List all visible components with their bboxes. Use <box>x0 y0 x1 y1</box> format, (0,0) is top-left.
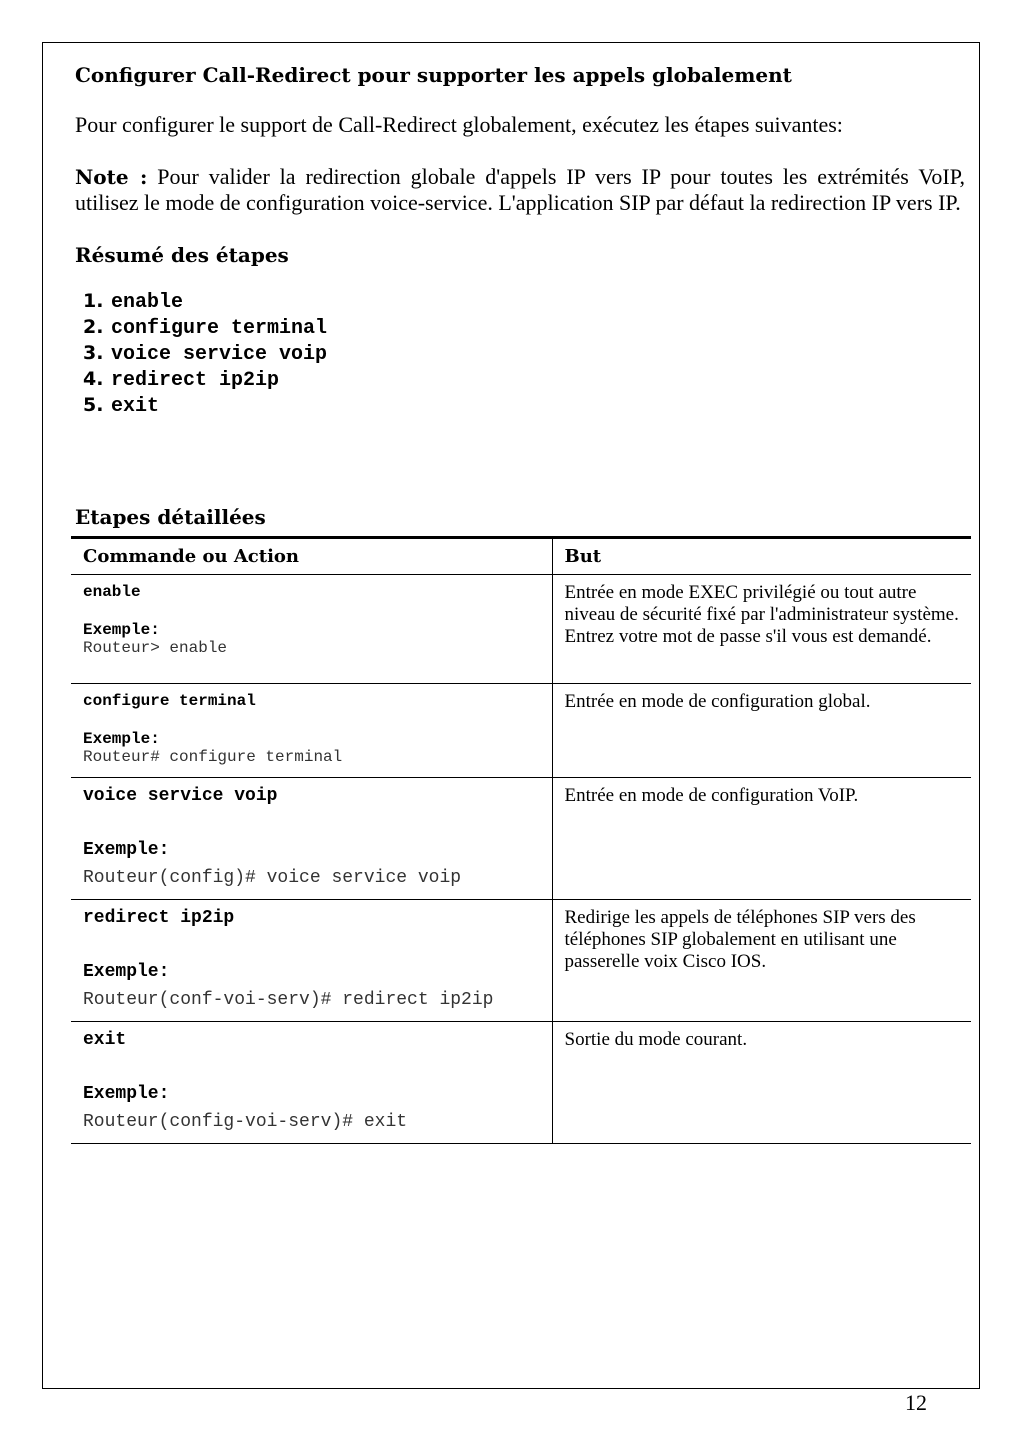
purpose-cell <box>552 575 971 684</box>
summary-title: Résumé des étapes <box>75 243 289 267</box>
example-label: Exemple: <box>83 621 160 639</box>
command-text: exit <box>83 1030 127 1050</box>
step-number: 1. <box>83 290 104 312</box>
table-row <box>71 900 971 1022</box>
summary-step <box>83 394 965 420</box>
example-label: Exemple: <box>83 1084 170 1104</box>
command-cell <box>71 684 552 778</box>
example-label: Exemple: <box>83 730 160 748</box>
step-command: redirect ip2ip <box>111 369 280 392</box>
detailed-steps-table <box>71 536 971 1144</box>
detailed-title: Etapes détaillées <box>75 505 266 529</box>
column-header-command: Commande ou Action <box>71 538 552 575</box>
intro-paragraph: Pour configurer le support de Call-Redirect globalement, exécutez les étapes suivantes: <box>75 112 843 137</box>
page-content <box>75 60 965 529</box>
command-cell <box>71 900 552 1022</box>
purpose-text: Redirige les appels de téléphones SIP vers des téléphones SIP globalement en utilisant une passerelle voix Cisco IOS. <box>564 907 916 972</box>
summary-step <box>83 316 965 342</box>
command-text: configure terminal <box>83 692 256 710</box>
step-number: 2. <box>83 316 104 338</box>
command-text: enable <box>83 583 141 601</box>
note-label: Note : <box>75 165 148 189</box>
example-text: Routeur# configure terminal <box>83 748 343 766</box>
summary-step <box>83 368 965 394</box>
step-command: voice service voip <box>111 343 328 366</box>
command-cell <box>71 778 552 900</box>
step-command: configure terminal <box>111 317 328 340</box>
command-cell <box>71 1022 552 1144</box>
summary-step <box>83 342 965 368</box>
table-row <box>71 684 971 778</box>
purpose-text: Entrée en mode EXEC privilégié ou tout autre niveau de sécurité fixé par l'administrateur système. Entrez votre mot de passe s'il vous est demandé. <box>564 582 959 647</box>
page-heading: Configurer Call-Redirect pour supporter les appels globalement <box>75 63 792 87</box>
purpose-text: Entrée en mode de configuration global. <box>564 691 871 712</box>
table-row <box>71 778 971 900</box>
purpose-cell <box>552 684 971 778</box>
column-header-purpose: But <box>552 538 971 575</box>
step-command: exit <box>111 395 160 418</box>
command-text: voice service voip <box>83 786 278 806</box>
command-text: redirect ip2ip <box>83 908 235 928</box>
example-label: Exemple: <box>83 962 170 982</box>
purpose-cell <box>552 778 971 900</box>
summary-step <box>83 290 965 316</box>
step-number: 3. <box>83 342 104 364</box>
purpose-cell <box>552 900 971 1022</box>
step-number: 5. <box>83 394 104 416</box>
table-header-row <box>71 538 971 575</box>
step-command: enable <box>111 291 184 314</box>
summary-steps-list <box>75 290 965 420</box>
table-row <box>71 575 971 684</box>
example-label: Exemple: <box>83 840 170 860</box>
purpose-cell <box>552 1022 971 1144</box>
table-row <box>71 1022 971 1144</box>
example-text: Routeur> enable <box>83 639 228 657</box>
page-number: 12 <box>905 1390 927 1415</box>
example-text: Routeur(config-voi-serv)# exit <box>83 1112 408 1132</box>
purpose-text: Sortie du mode courant. <box>564 1029 748 1050</box>
purpose-text: Entrée en mode de configuration VoIP. <box>564 785 859 806</box>
step-number: 4. <box>83 368 104 390</box>
example-text: Routeur(config)# voice service voip <box>83 868 462 888</box>
note-paragraph <box>75 164 965 216</box>
note-text: Pour valider la redirection globale d'appels IP vers IP pour toutes les extrémités VoIP, utilisez le mode de configuration voice-service. L'application SIP par défaut la redirection IP vers IP. <box>75 164 965 215</box>
command-cell <box>71 575 552 684</box>
example-text: Routeur(conf-voi-serv)# redirect ip2ip <box>83 990 494 1010</box>
